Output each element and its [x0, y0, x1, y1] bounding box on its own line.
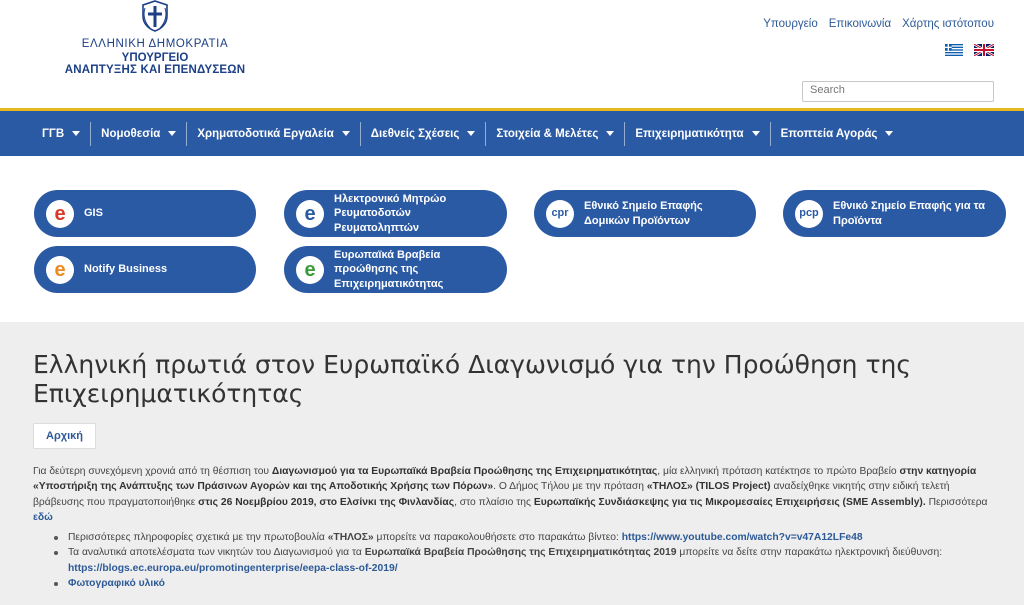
caret-down-icon	[342, 131, 350, 136]
article-paragraph	[33, 464, 999, 526]
text: . Ο Δήμος Τήλου με την πρόταση	[493, 481, 647, 493]
strong-text: στις 26 Νοεμβρίου 2019, στο Ελσίνκι της Φινλανδίας	[198, 496, 455, 508]
brand-line-2: ΥΠΟΥΡΓΕΙΟ	[121, 52, 189, 64]
nav-label: Νομοθεσία	[101, 127, 161, 140]
caret-down-icon	[885, 131, 893, 136]
nav-label: Επιχειρηματικότητα	[635, 127, 744, 140]
results-link[interactable]: https://blogs.ec.europa.eu/promotingenterprise/eepa-class-of-2019/	[68, 562, 398, 574]
ministry-logo[interactable]	[62, 0, 248, 76]
top-links	[763, 18, 994, 30]
e-service-icon: e	[296, 256, 324, 284]
strong-text: «ΤΗΛΟΣ» (TILOS Project)	[646, 481, 771, 493]
greek-flag-icon[interactable]	[944, 44, 964, 56]
nav-label: Διεθνείς Σχέσεις	[370, 127, 460, 140]
list-item	[52, 576, 1002, 591]
text: Περισσότερες πληροφορίες σχετικά με την πρωτοβουλία	[68, 532, 328, 543]
text: μπορείτε να δείτε στην παρακάτω ηλεκτρονική διεύθυνση:	[676, 547, 943, 559]
quick-links	[0, 156, 1024, 322]
text: , μία ελληνική πρόταση κατέκτησε το πρώτο Βραβείο	[657, 466, 900, 477]
pill-label: Ηλεκτρονικό Μητρώο Ρευματοδοτών Ρευματοληπτών	[334, 193, 447, 234]
toplink-ministry[interactable]: Υπουργείο	[763, 18, 818, 30]
strong-text: Διαγωνισμού για τα Ευρωπαϊκά Βραβεία Προώθησης της Επιχειρηματικότητας	[271, 466, 658, 477]
caret-down-icon	[752, 131, 760, 136]
breadcrumb-home[interactable]: Αρχική	[33, 423, 96, 449]
nav-label: Στοιχεία & Μελέτες	[496, 127, 599, 140]
pill-label: Εθνικό Σημείο Επαφής Δομικών Προϊόντων	[584, 200, 703, 227]
text: Περισσότερα	[925, 496, 988, 508]
article-bullets	[52, 530, 1002, 592]
pill-label: Εθνικό Σημείο Επαφής για τα Προϊόντα	[833, 200, 986, 227]
caret-down-icon	[606, 131, 614, 136]
brand-line-1: ΕΛΛΗΝΙΚΗ ΔΗΜΟΚΡΑΤΙΑ	[81, 38, 229, 50]
nav-item-international-relations[interactable]	[361, 122, 487, 146]
article	[0, 322, 1024, 605]
list-item	[52, 530, 1002, 545]
list-item	[52, 545, 1002, 576]
caret-down-icon	[467, 131, 475, 136]
text: Τα αναλυτικά αποτελέσματα των νικητών του Διαγωνισμού για τα	[68, 547, 365, 559]
brand-line-3: ΑΝΑΠΤΥΞΗΣ ΚΑΙ ΕΠΕΝΔΥΣΕΩΝ	[64, 64, 246, 76]
main-nav	[0, 108, 1024, 156]
nav-label: Εποπτεία Αγοράς	[780, 127, 878, 140]
pill-electricity-registry[interactable]	[284, 190, 507, 237]
pill-label: Ευρωπαϊκά Βραβεία προώθησης της Επιχειρηματικότητας	[334, 249, 444, 290]
pill-gis[interactable]	[34, 190, 256, 237]
text: , στο πλαίσιο της	[454, 496, 534, 508]
photo-material-link[interactable]: Φωτογραφικό υλικό	[68, 578, 165, 590]
pcp-icon: pcp	[795, 200, 823, 228]
e-service-icon: e	[46, 256, 74, 284]
greek-emblem-icon	[141, 0, 169, 32]
language-switcher	[944, 44, 994, 56]
uk-flag-icon[interactable]	[974, 44, 994, 56]
e-service-icon: e	[296, 200, 324, 228]
pill-cpr[interactable]	[534, 190, 756, 237]
text: Για δεύτερη συνεχόμενη χρονιά από τη θέσπιση του	[33, 466, 272, 477]
pill-label: GIS	[84, 207, 103, 220]
page-title: Ελληνική πρωτιά στον Ευρωπαϊκό Διαγωνισμό για την Προώθηση της Επιχειρηματικότητας	[33, 350, 912, 408]
nav-item-entrepreneurship[interactable]	[625, 122, 770, 146]
site-header	[0, 0, 1024, 108]
strong-text: στην κατηγορία «Υποστήριξη της Ανάπτυξης των Πράσινων Αγορών και της Αποδοτικής Χρήσης των Πόρων»	[33, 466, 977, 493]
strong-text: «ΤΗΛΟΣ»	[327, 532, 374, 543]
caret-down-icon	[168, 131, 176, 136]
more-link[interactable]: εδώ	[33, 512, 53, 524]
toplink-sitemap[interactable]: Χάρτης ιστότοπου	[902, 18, 994, 30]
search-input[interactable]: Search	[802, 81, 994, 102]
text: μπορείτε να παρακολουθήσετε στο παρακάτω βίντεο:	[373, 532, 622, 543]
text: αναδείχθηκε νικητής στην ειδική τελετή βράβευσης που πραγματοποιήθηκε	[33, 481, 950, 508]
pill-label: Notify Business	[84, 263, 168, 276]
e-service-icon: e	[46, 200, 74, 228]
nav-item-funding-tools[interactable]	[187, 122, 360, 146]
nav-label: ΓΓΒ	[42, 127, 65, 140]
pill-notify-business[interactable]	[34, 246, 256, 293]
nav-item-market-supervision[interactable]	[771, 122, 904, 146]
nav-item-ggv[interactable]	[32, 122, 91, 146]
toplink-contact[interactable]: Επικοινωνία	[828, 18, 892, 30]
nav-item-legislation[interactable]	[91, 122, 187, 146]
pill-pcp[interactable]	[783, 190, 1006, 237]
pill-eu-awards[interactable]	[284, 246, 507, 293]
caret-down-icon	[72, 131, 80, 136]
cpr-icon: cpr	[546, 200, 574, 228]
nav-item-data-studies[interactable]	[486, 122, 625, 146]
strong-text: Ευρωπαϊκής Συνδιάσκεψης για τις Μικρομεσαίες Επιχειρήσεις (SME Assembly).	[533, 496, 926, 508]
strong-text: Ευρωπαϊκά Βραβεία Προώθησης της Επιχειρηματικότητας 2019	[364, 547, 677, 559]
nav-label: Χρηματοδοτικά Εργαλεία	[197, 127, 334, 140]
youtube-link[interactable]: https://www.youtube.com/watch?v=v47A12LFe48	[621, 532, 863, 543]
